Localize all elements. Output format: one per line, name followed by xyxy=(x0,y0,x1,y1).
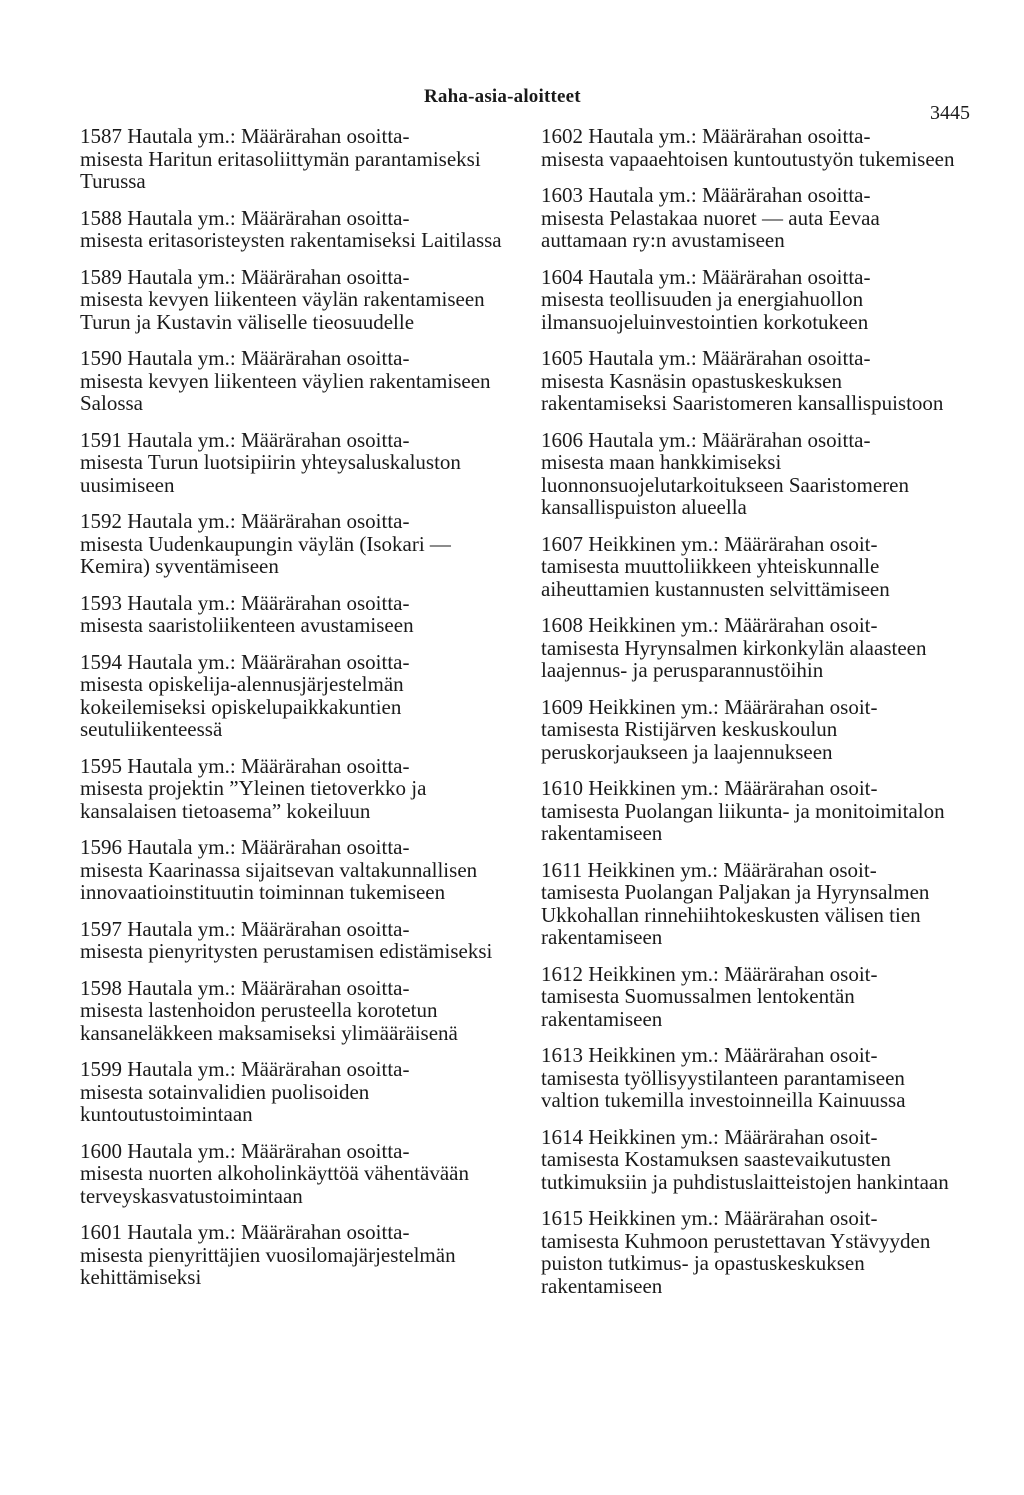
motion-entry xyxy=(80,977,508,1045)
motion-heading-line: 1606 Hautala ym.: Määrärahan osoitta- xyxy=(541,427,871,452)
motion-heading-line: 1609 Heikkinen ym.: Määrärahan osoit- xyxy=(541,694,878,719)
motion-heading-line: 1601 Hautala ym.: Määrärahan osoitta- xyxy=(80,1220,410,1244)
motion-text: misesta lastenhoidon perusteella korotetun kansaneläkkeen maksamiseksi ylimääräisenä xyxy=(80,998,458,1045)
motion-heading-line: 1590 Hautala ym.: Määrärahan osoitta- xyxy=(80,346,410,370)
motion-heading-line: 1615 Heikkinen ym.: Määrärahan osoit- xyxy=(541,1206,878,1230)
motion-entry xyxy=(541,1126,966,1194)
motion-heading-line: 1611 Heikkinen ym.: Määrärahan osoit- xyxy=(541,857,877,882)
motion-entry xyxy=(80,207,508,252)
motion-text: misesta eritasoristeysten rakentamiseksi Laitilassa xyxy=(80,228,502,252)
motion-entry xyxy=(541,533,966,601)
motion-heading-line: 1599 Hautala ym.: Määrärahan osoitta- xyxy=(80,1057,410,1081)
motion-heading-line: 1600 Hautala ym.: Määrärahan osoitta- xyxy=(80,1138,410,1163)
page-number: 3445 xyxy=(930,102,970,124)
motion-heading-line: 1605 Hautala ym.: Määrärahan osoitta- xyxy=(541,346,871,370)
motion-text: misesta Kasnäsin opastuskeskuksen rakentamiseksi Saaristomeren kansallispuistoon xyxy=(541,368,944,415)
motion-heading-line: 1608 Heikkinen ym.: Määrärahan osoit- xyxy=(541,613,878,637)
motion-heading-line: 1613 Heikkinen ym.: Määrärahan osoit- xyxy=(541,1043,878,1067)
motion-entry xyxy=(541,429,966,519)
motion-entry xyxy=(541,184,966,252)
motion-entry xyxy=(80,266,508,334)
motion-heading-line: 1603 Hautala ym.: Määrärahan osoitta- xyxy=(541,183,871,207)
motion-entry xyxy=(541,266,966,334)
motion-entry xyxy=(541,614,966,682)
motion-entry xyxy=(541,1044,966,1112)
motion-entry xyxy=(80,651,508,741)
motion-heading-line: 1588 Hautala ym.: Määrärahan osoitta- xyxy=(80,205,410,230)
motion-text: misesta pienyritysten perustamisen edistämiseksi xyxy=(80,939,493,963)
motion-entry xyxy=(80,836,508,904)
motion-text: misesta projektin ”Yleinen tietoverkko ja kansalaisen tietoasema” kokeiluun xyxy=(80,776,427,823)
motion-text: tamisesta Ristijärven keskuskoulun peruskorjaukseen ja laajennukseen xyxy=(541,717,838,764)
motion-text: misesta sotainvalidien puolisoiden kuntoutustoimintaan xyxy=(80,1079,370,1126)
motion-heading-line: 1589 Hautala ym.: Määrärahan osoitta- xyxy=(80,264,410,289)
motion-text: tamisesta Hyrynsalmen kirkonkylän alaasteen laajennus- ja perusparannustöihin xyxy=(541,635,927,682)
motion-heading-line: 1597 Hautala ym.: Määrärahan osoitta- xyxy=(80,916,410,941)
motion-text: misesta Turun luotsipiirin yhteysaluskaluston uusimiseen xyxy=(80,450,461,497)
motion-heading-line: 1610 Heikkinen ym.: Määrärahan osoit- xyxy=(541,776,878,800)
motion-entry xyxy=(80,429,508,497)
motion-entry xyxy=(541,125,966,170)
motion-text: misesta kevyen liikenteen väylien rakentamiseen Salossa xyxy=(80,368,491,415)
motion-text: tamisesta Kuhmoon perustettavan Ystävyyden puiston tutkimus- ja opastuskeskuksen rakentamiseen xyxy=(541,1228,931,1298)
motion-entry xyxy=(541,347,966,415)
motion-text: misesta Kaarinassa sijaitsevan valtakunnallisen innovaatioinstituutin toiminnan tukemiseen xyxy=(80,857,478,904)
motion-entry xyxy=(80,125,508,193)
motion-text: misesta Haritun eritasoliittymän parantamiseksi Turussa xyxy=(80,146,481,193)
motion-text: misesta kevyen liikenteen väylän rakentamiseen Turun ja Kustavin väliselle tieosuudelle xyxy=(80,287,485,334)
page-header xyxy=(0,80,1024,124)
running-title: Raha-asia-aloitteet xyxy=(424,86,581,107)
motion-entry xyxy=(80,1058,508,1126)
motion-heading-line: 1587 Hautala ym.: Määrärahan osoitta- xyxy=(80,124,410,148)
motion-heading-line: 1596 Hautala ym.: Määrärahan osoitta- xyxy=(80,835,410,859)
motion-entry xyxy=(541,1207,966,1297)
motion-heading-line: 1602 Hautala ym.: Määrärahan osoitta- xyxy=(541,124,871,148)
motion-entry xyxy=(80,755,508,823)
motion-entry xyxy=(541,696,966,764)
right-column xyxy=(541,125,966,1311)
motion-heading-line: 1594 Hautala ym.: Määrärahan osoitta- xyxy=(80,649,410,674)
motion-text: misesta maan hankkimiseksi luonnonsuojelutarkoitukseen Saaristomeren kansallispuiston alueella xyxy=(541,450,910,519)
motion-entry xyxy=(80,347,508,415)
motion-heading-line: 1592 Hautala ym.: Määrärahan osoitta- xyxy=(80,509,410,533)
motion-text: misesta teollisuuden ja energiahuollon ilmansuojeluinvestointien korkotukeen xyxy=(541,287,869,334)
motion-entry xyxy=(80,1140,508,1208)
motion-heading-line: 1595 Hautala ym.: Määrärahan osoitta- xyxy=(80,753,410,778)
motion-text: misesta opiskelija-alennusjärjestelmän kokeilemiseksi opiskelupaikkakuntien seutuliikenteessä xyxy=(80,672,404,741)
motion-heading-line: 1604 Hautala ym.: Määrärahan osoitta- xyxy=(541,264,871,289)
left-column xyxy=(80,125,508,1303)
motion-text: tamisesta Puolangan liikunta- ja monitoimitalon rakentamiseen xyxy=(541,798,945,845)
motion-entry xyxy=(541,859,966,949)
motion-entry xyxy=(541,963,966,1031)
motion-text: tamisesta työllisyystilanteen parantamiseen valtion tukemilla investoinneilla Kainuussa xyxy=(541,1065,906,1112)
motion-entry xyxy=(80,918,508,963)
motion-text: tamisesta muuttoliikkeen yhteiskunnalle aiheuttamien kustannusten selvittämiseen xyxy=(541,554,890,601)
motion-text: misesta Pelastakaa nuoret — auta Eevaa auttamaan ry:n avustamiseen xyxy=(541,205,880,252)
motion-entry xyxy=(80,1221,508,1289)
motion-heading-line: 1591 Hautala ym.: Määrärahan osoitta- xyxy=(80,427,410,452)
motion-heading-line: 1614 Heikkinen ym.: Määrärahan osoit- xyxy=(541,1124,878,1149)
motion-heading-line: 1607 Heikkinen ym.: Määrärahan osoit- xyxy=(541,531,878,556)
motion-text: misesta Uudenkaupungin väylän (Isokari — Kemira) syventämiseen xyxy=(80,531,451,578)
motion-text: misesta saaristoliikenteen avustamiseen xyxy=(80,613,414,637)
motion-entry xyxy=(80,510,508,578)
motion-text: misesta pienyrittäjien vuosilomajärjestelmän kehittämiseksi xyxy=(80,1242,456,1289)
motion-heading-line: 1593 Hautala ym.: Määrärahan osoitta- xyxy=(80,590,410,615)
motion-entry xyxy=(80,592,508,637)
motion-text: tamisesta Kostamuksen saastevaikutusten tutkimuksiin ja puhdistuslaitteistojen hankintaan xyxy=(541,1147,949,1194)
motion-text: tamisesta Suomussalmen lentokentän rakentamiseen xyxy=(541,984,855,1031)
motion-text: misesta nuorten alkoholinkäyttöä vähentävään terveyskasvatustoimintaan xyxy=(80,1161,469,1208)
motion-entry xyxy=(541,777,966,845)
motion-text: misesta vapaaehtoisen kuntoutustyön tukemiseen xyxy=(541,146,955,171)
motion-text: tamisesta Puolangan Paljakan ja Hyrynsalmen Ukkohallan rinnehiihtokeskusten välisen tien rakentamiseen xyxy=(541,880,930,949)
motion-heading-line: 1598 Hautala ym.: Määrärahan osoitta- xyxy=(80,975,410,1000)
motion-heading-line: 1612 Heikkinen ym.: Määrärahan osoit- xyxy=(541,961,878,986)
